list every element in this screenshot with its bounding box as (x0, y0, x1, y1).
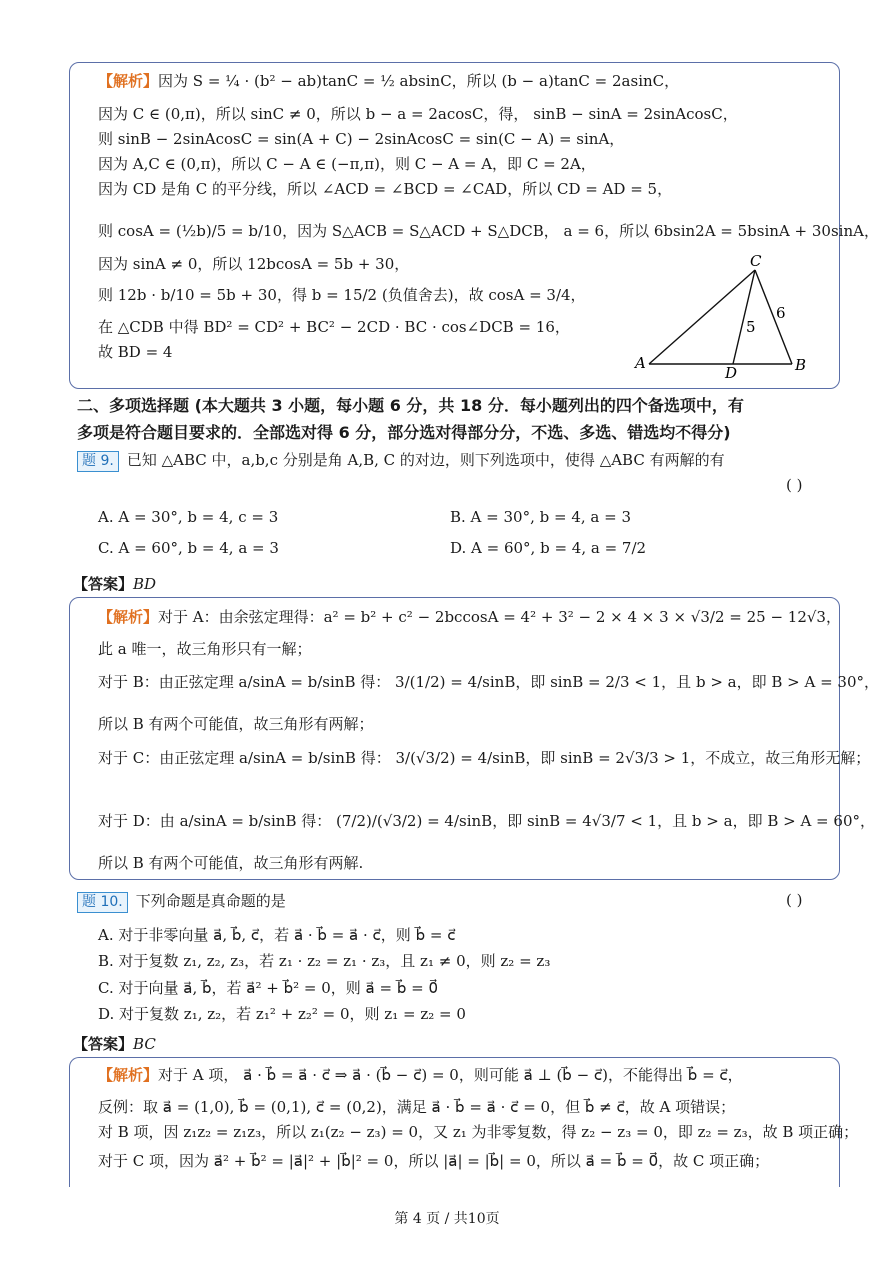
solution-line: 对于 D：由 a/sinA = b/sinB 得： (7/2)/(√3/2) = 4/sinB，即 sinB = 4√3/7 < 1，且 b > a，即 B > A = 60°， (98, 812, 875, 830)
question-10-stem: 题 10. 下列命题是真命题的是 (77, 889, 286, 913)
solution-line: 因为 A,C ∈ (0,π)，所以 C − A ∈ (−π,π)，则 C − A = A，即 C = 2A， (98, 155, 596, 173)
question-number: 题 9. (77, 451, 119, 472)
answer-paren: ( ) (786, 891, 803, 909)
solution-line: 故 BD = 4 (98, 343, 173, 361)
solution-line: 在 △CDB 中得 BD² = CD² + BC² − 2CD · BC · cos∠DCB = 16， (98, 318, 570, 336)
answer-line: 【答案】BC (73, 1035, 156, 1053)
solution-line: 【解析】对于 A 项， a⃗ · b⃗ = a⃗ · c⃗ ⇒ a⃗ · (b⃗ − c⃗) = 0，则可能 a⃗ ⊥ (b⃗ − c⃗)，不能得出 b⃗ = c⃗， (98, 1066, 743, 1084)
analysis-tag: 【解析】 (98, 72, 159, 90)
label-b: B (795, 356, 807, 374)
solution-line: 对于 C：由正弦定理 a/sinA = b/sinB 得： 3/(√3/2) = 4/sinB，即 sinB = 2√3/3 > 1，不成立，故三角形无解； (98, 749, 871, 767)
solution-line: 此 a 唯一，故三角形只有一解； (98, 640, 312, 658)
solution-line: 所以 B 有两个可能值，故三角形有两解； (98, 715, 374, 733)
label-a: A (635, 354, 646, 372)
solution-line: 则 12b · b/10 = 5b + 30，得 b = 15/2 (负值舍去)，故 cosA = 3/4， (98, 286, 586, 304)
question-number: 题 10. (77, 892, 128, 913)
label-d: D (725, 364, 738, 382)
label-cd-length: 5 (746, 318, 756, 336)
solution-line: 对于 C 项，因为 a⃗² + b⃗² = |a⃗|² + |b⃗|² = 0，所以 |a⃗| = |b⃗| = 0，所以 a⃗ = b⃗ = 0⃗，故 C 项正确； (98, 1152, 770, 1170)
analysis-tag: 【解析】 (98, 1066, 159, 1084)
question-9-stem: 题 9. 已知 △ABC 中，a,b,c 分别是角 A,B, C 的对边，则下列选项中，使得 △ABC 有两解的有 (77, 448, 725, 472)
solution-line: 因为 C ∈ (0,π)，所以 sinC ≠ 0，所以 b − a = 2acosC，得， sinB − sinA = 2sinAcosC， (98, 105, 738, 123)
solution-line: 【解析】因为 S = ¼ · (b² − ab)tanC = ½ absinC，所以 (b − a)tanC = 2asinC， (98, 72, 680, 90)
page-number: 第 4 页 / 共10页 (394, 1211, 500, 1227)
solution-line: 所以 B 有两个可能值，故三角形有两解. (98, 854, 364, 872)
label-c: C (750, 252, 762, 270)
answer-line: 【答案】BD (73, 575, 157, 593)
option-b: B. 对于复数 z₁, z₂, z₃，若 z₁ · z₂ = z₁ · z₃，且 z₁ ≠ 0，则 z₂ = z₃ (98, 952, 551, 970)
triangle-figure (630, 250, 820, 385)
side-ac (649, 270, 755, 364)
solution-line: 则 sinB − 2sinAcosC = sin(A + C) − 2sinAcosC = sin(C − A) = sinA， (98, 130, 625, 148)
solution-line: 则 cosA = (½b)/5 = b/10，因为 S△ACB = S△ACD + S△DCB， a = 6，所以 6bsin2A = 5bsinA + 30sinA， (98, 222, 879, 240)
solution-line: 对 B 项，因 z₁z₂ = z₁z₃，所以 z₁(z₂ − z₃) = 0，又 z₁ 为非零复数，得 z₂ − z₃ = 0，即 z₂ = z₃，故 B 项正确； (98, 1123, 859, 1141)
option-d: D. 对于复数 z₁, z₂，若 z₁² + z₂² = 0，则 z₁ = z₂ = 0 (98, 1005, 466, 1023)
side-cb (755, 270, 792, 364)
option-a: A. 对于非零向量 a⃗, b⃗, c⃗，若 a⃗ · b⃗ = a⃗ · c⃗，则 b⃗ = c⃗ (98, 926, 456, 944)
option-a: A. A = 30°, b = 4, c = 3 (98, 508, 279, 526)
option-c: C. A = 60°, b = 4, a = 3 (98, 539, 279, 557)
option-d: D. A = 60°, b = 4, a = 7/2 (450, 539, 647, 557)
answer-value: BC (133, 1035, 156, 1053)
solution-line: 因为 CD 是角 C 的平分线，所以 ∠ACD = ∠BCD = ∠CAD，所以 CD = AD = 5， (98, 180, 673, 198)
solution-line: 【解析】对于 A：由余弦定理得：a² = b² + c² − 2bccosA = 4² + 3² − 2 × 4 × 3 × √3/2 = 25 − 12√3， (98, 608, 841, 626)
answer-paren: ( ) (786, 476, 803, 494)
solution-line: 因为 sinA ≠ 0，所以 12bcosA = 5b + 30， (98, 255, 410, 273)
section-header: 多项是符合题目要求的．全部选对得 6 分，部分选对得部分分，不选、多选、错选均不得分) (77, 423, 731, 442)
label-cb-length: 6 (776, 304, 786, 322)
section-header: 二、多项选择题 (本大题共 3 小题，每小题 6 分，共 18 分．每小题列出的四个备选项中，有 (77, 396, 744, 415)
solution-line: 反例：取 a⃗ = (1,0), b⃗ = (0,1), c⃗ = (0,2)，满足 a⃗ · b⃗ = a⃗ · c⃗ = 0，但 b⃗ ≠ c⃗，故 A 项错误； (98, 1098, 736, 1116)
solution-line: 对于 B：由正弦定理 a/sinA = b/sinB 得： 3/(1/2) = 4/sinB，即 sinB = 2/3 < 1，且 b > a，即 B > A = 30°， (98, 673, 880, 691)
answer-value: BD (133, 575, 157, 593)
analysis-tag: 【解析】 (98, 608, 159, 626)
option-c: C. 对于向量 a⃗, b⃗，若 a⃗² + b⃗² = 0，则 a⃗ = b⃗ = 0⃗ (98, 979, 438, 997)
option-b: B. A = 30°, b = 4, a = 3 (450, 508, 631, 526)
segment-cd (733, 270, 755, 364)
